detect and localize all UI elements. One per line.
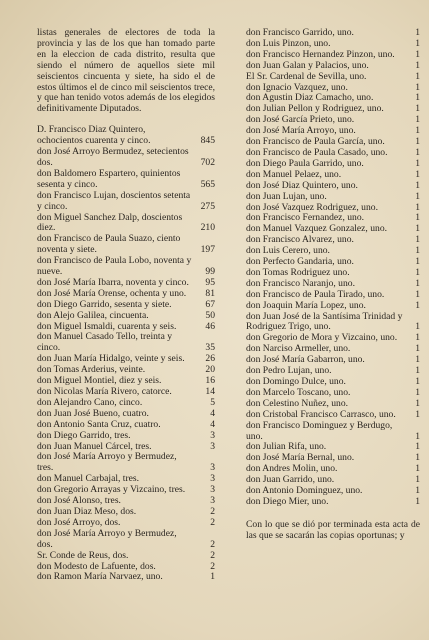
candidate-name: don José Arroyo Bermudez, setecientos dos.: [37, 146, 189, 168]
vote-count: 3: [210, 462, 215, 474]
candidate-name: don Juan Garrido, uno.: [246, 474, 335, 486]
candidate-name: don Domingo Dulce, uno.: [246, 376, 346, 387]
vote-count: 197: [200, 244, 215, 256]
vote-count: 1: [415, 495, 420, 507]
candidate-name: don Francisco Alvarez, uno.: [246, 234, 354, 246]
vote-count: 50: [205, 309, 215, 321]
vote-entry: [246, 301, 420, 312]
candidate-name: don Perfecto Gandaria, uno.: [246, 256, 354, 268]
candidate-name: don José Diaz Quintero, uno.: [246, 179, 358, 191]
vote-count: 1: [415, 452, 420, 464]
candidate-name: don José María Arroyo y Bermudez, dos.: [37, 527, 177, 550]
candidate-name: don Manuel Carbajal, tres.: [37, 473, 140, 485]
candidate-name: don Andres Molin, uno.: [246, 463, 338, 475]
vote-count: 26: [205, 353, 215, 365]
candidate-name: don Gregorio Arrayas y Vizcaino, tres.: [37, 484, 186, 496]
vote-count: 1: [415, 146, 420, 158]
vote-count: 1: [415, 245, 420, 257]
closing-paragraph: Con lo que se dió por terminada esta acta de las que se sacarán las copias oportunas; y: [246, 518, 420, 541]
vote-entry: [37, 191, 215, 213]
candidate-name: don José García Prieto, uno.: [246, 114, 355, 126]
vote-entry: [37, 256, 215, 278]
candidate-name: don Ramon María Narvaez, uno.: [37, 571, 163, 583]
candidate-name: don Juan Lujan, uno.: [246, 190, 327, 202]
candidate-name: don José María Ibarra, noventa y cinco.: [37, 276, 189, 288]
candidate-name: don José María Orense, ochenta y uno.: [37, 287, 187, 299]
vote-count: 5: [210, 396, 215, 408]
vote-count: 20: [205, 364, 215, 376]
vote-entry: [246, 410, 420, 421]
candidate-name: don Diego Garrido, sesenta y siete.: [37, 298, 172, 310]
candidate-name: El Sr. Cardenal de Sevilla, uno.: [246, 70, 367, 82]
vote-count: 1: [415, 376, 420, 387]
vote-count: 1: [415, 27, 420, 38]
candidate-name: don Luis Cerero, uno.: [246, 245, 330, 257]
vote-count: 1: [415, 157, 420, 169]
vote-count: 2: [210, 538, 215, 550]
vote-entry: [246, 72, 420, 83]
candidate-name: don Juan José de la Santísima Trinidad y Rodriguez Trigo, uno.: [246, 310, 403, 333]
vote-count: 1: [415, 365, 420, 377]
candidate-name: don Alejandro Cano, cinco.: [37, 396, 143, 408]
vote-entry: [37, 431, 215, 442]
candidate-name: don José María Arroyo, uno.: [246, 125, 356, 137]
vote-count: 1: [415, 70, 420, 82]
candidate-name: don José Arroyo, dos.: [37, 516, 121, 528]
candidate-name: don José Vazquez Rodriguez, uno.: [246, 201, 378, 213]
vote-entry: [246, 192, 420, 203]
candidate-name: don Antonio Santa Cruz, cuatro.: [37, 418, 161, 430]
candidate-name: don Juan María Hidalgo, veinte y seis.: [37, 353, 185, 365]
candidate-name: don Modesto de Lafuente, dos.: [37, 560, 156, 572]
candidate-name: don Diego Garrido, tres.: [37, 429, 131, 441]
candidate-name: don Francisco de Paula Casado, uno.: [246, 146, 388, 158]
vote-count: 1: [415, 168, 420, 180]
vote-count: 2: [210, 549, 215, 561]
candidate-name: don Ignacio Vazquez, uno.: [246, 81, 348, 93]
candidate-name: don Diego Mier, uno.: [246, 495, 329, 507]
vote-count: 1: [415, 103, 420, 115]
candidate-name: don Julian Rifa, uno.: [246, 441, 327, 453]
vote-entry: [37, 572, 215, 583]
vote-count: 67: [205, 298, 215, 310]
vote-entry: [37, 452, 215, 474]
candidate-name: don José María Bernal, uno.: [246, 452, 355, 464]
vote-count: 1: [415, 354, 420, 366]
vote-count: 210: [200, 222, 215, 234]
vote-count: 81: [205, 287, 215, 299]
candidate-name: Sr. Conde de Reus, dos.: [37, 549, 129, 561]
vote-count: 46: [205, 320, 215, 332]
candidate-name: don Juan José Bueno, cuatro.: [37, 407, 149, 419]
vote-entry: [37, 234, 215, 256]
vote-count: 1: [415, 332, 420, 344]
candidate-name: don Francisco de Paula Lobo, noventa y nueve.: [37, 255, 192, 278]
candidate-name: don José María Gabarron, uno.: [246, 354, 365, 366]
vote-count: 1: [210, 571, 215, 583]
candidate-name: don Juan Diaz Meso, dos.: [37, 505, 137, 517]
vote-count: 1: [415, 179, 420, 191]
candidate-name: don Miguel Montiel, diez y seis.: [37, 375, 162, 387]
vote-count: 1: [415, 277, 420, 289]
vote-entry: [37, 147, 215, 169]
right-column: [246, 28, 420, 542]
candidate-name: don Francisco Lujan, doscientos setenta y cinco.: [37, 189, 191, 212]
vote-count: 1: [415, 288, 420, 300]
candidate-name: don Francisco Dominguez y Berdugo, uno.: [246, 419, 393, 442]
vote-count: 4: [210, 407, 215, 419]
candidate-name: don Tomas Arderius, veinte.: [37, 364, 146, 376]
vote-entry: [37, 213, 215, 235]
candidate-name: don Manuel Casado Tello, treinta y cinco.: [37, 331, 173, 354]
vote-count: 95: [205, 276, 215, 288]
vote-entry: [37, 420, 215, 431]
candidate-name: don Cristobal Francisco Carrasco, uno.: [246, 408, 396, 420]
vote-count: 1: [415, 81, 420, 93]
vote-count: 1: [415, 234, 420, 246]
vote-count: 845: [200, 135, 215, 147]
vote-count: 2: [210, 516, 215, 528]
vote-count: 1: [415, 223, 420, 235]
vote-count: 35: [205, 342, 215, 354]
vote-count: 1: [415, 386, 420, 398]
vote-entry: [246, 61, 420, 72]
candidate-name: don Francisco de Paula García, uno.: [246, 136, 385, 148]
intro-paragraph: listas generales de electores de toda la provincia y las de los que han tomado parte en la eleccion de cada distrito, resulta que siendo el número de aquellos siete mil seiscientos cincuenta y siete, ha sido el de estos últimos el de cinco mil seiscientos trece, y que han tenido votos además de los elegidos definitivamente Diputados.: [37, 27, 215, 115]
vote-count: 3: [210, 473, 215, 485]
vote-count: 2: [210, 560, 215, 572]
candidate-name: don Juan Galan y Palacios, uno.: [246, 59, 369, 71]
right-vote-list: [246, 28, 420, 508]
vote-count: 1: [415, 125, 420, 137]
candidate-name: don Manuel Vazquez Gonzalez, uno.: [246, 223, 388, 235]
candidate-name: don Julian Pellon y Rodriguez, uno.: [246, 103, 384, 115]
vote-entry: [246, 497, 420, 508]
vote-count: 3: [210, 429, 215, 441]
vote-count: 1: [415, 190, 420, 202]
vote-count: 1: [415, 463, 420, 475]
candidate-name: don Celestino Nuñez, uno.: [246, 397, 349, 409]
candidate-name: don Baldomero Espartero, quinientos sesenta y cinco.: [37, 167, 181, 190]
candidate-name: don Gregorio de Mora y Vizcaino, uno.: [246, 332, 398, 344]
vote-count: 4: [210, 418, 215, 430]
vote-entry: [37, 169, 215, 191]
vote-count: 1: [415, 212, 420, 224]
vote-count: 1: [415, 201, 420, 213]
vote-count: 1: [415, 266, 420, 278]
vote-count: 1: [415, 59, 420, 71]
vote-count: 1: [415, 485, 420, 497]
vote-count: 1: [415, 474, 420, 486]
vote-entry: [37, 529, 215, 551]
vote-count: 3: [210, 440, 215, 452]
candidate-name: don Diego Paula Garrido, uno.: [246, 157, 364, 169]
vote-entry: [37, 125, 215, 147]
vote-count: 1: [415, 397, 420, 409]
candidate-name: don Tomas Rodriguez uno.: [246, 266, 350, 278]
vote-count: 1: [415, 256, 420, 268]
candidate-name: don Agustin Diaz Camacho, uno.: [246, 92, 374, 104]
vote-count: 99: [205, 266, 215, 278]
candidate-name: don Francisco de Paula Suazo, ciento noventa y siete.: [37, 233, 181, 256]
vote-count: 1: [415, 408, 420, 420]
candidate-name: don Manuel Pelaez, uno.: [246, 168, 342, 180]
candidate-name: don Joaquin María Lopez, uno.: [246, 299, 366, 311]
vote-count: 565: [200, 178, 215, 190]
vote-count: 1: [415, 48, 420, 60]
vote-count: 1: [415, 92, 420, 104]
candidate-name: don Marcelo Toscano, uno.: [246, 386, 351, 398]
vote-count: 1: [415, 37, 420, 49]
candidate-name: don Luis Pinzon, uno.: [246, 37, 331, 49]
vote-count: 3: [210, 495, 215, 507]
vote-entry: [246, 312, 420, 334]
candidate-name: don Francisco Fernandez, uno.: [246, 212, 365, 224]
vote-entry: [37, 311, 215, 322]
vote-count: 3: [210, 484, 215, 496]
vote-entry: [246, 421, 420, 443]
candidate-name: don Nicolas María Rivero, catorce.: [37, 386, 172, 397]
candidate-name: don Juan Manuel Cárcel, tres.: [37, 440, 152, 452]
vote-count: 275: [200, 200, 215, 212]
vote-count: 1: [415, 430, 420, 442]
left-column: [37, 28, 215, 583]
candidate-name: don Francisco de Paula Tirado, uno.: [246, 288, 385, 300]
candidate-name: don Francisco Naranjo, uno.: [246, 277, 355, 289]
candidate-name: don Pedro Lujan, uno.: [246, 365, 332, 377]
vote-count: 2: [210, 505, 215, 517]
vote-count: 1: [415, 343, 420, 355]
vote-entry: [37, 332, 215, 354]
candidate-name: don José Alonso, tres.: [37, 495, 121, 507]
candidate-name: don Francisco Garrido, uno.: [246, 27, 354, 38]
candidate-name: don Miguel Sanchez Dalp, doscientos diez.: [37, 211, 183, 234]
left-vote-list: [37, 125, 215, 583]
candidate-name: D. Francisco Diaz Quintero, ochocientos cuarenta y cinco.: [37, 124, 151, 147]
candidate-name: don Antonio Dominguez, uno.: [246, 485, 363, 497]
vote-entry: [246, 181, 420, 192]
vote-count: 702: [200, 156, 215, 168]
candidate-name: don José María Arroyo y Bermudez, tres.: [37, 451, 177, 474]
vote-count: 1: [415, 441, 420, 453]
candidate-name: don Alejo Galilea, cincuenta.: [37, 309, 149, 321]
candidate-name: don Francisco Hernandez Pinzon, uno.: [246, 48, 395, 60]
vote-count: 1: [415, 114, 420, 126]
vote-count: 1: [415, 136, 420, 148]
candidate-name: don Miguel Ismaldi, cuarenta y seis.: [37, 320, 177, 332]
vote-count: 16: [205, 375, 215, 387]
vote-count: 1: [415, 321, 420, 333]
candidate-name: don Narciso Armeller, uno.: [246, 343, 351, 355]
vote-count: 14: [205, 386, 215, 397]
vote-entry: [37, 551, 215, 562]
vote-count: 1: [415, 299, 420, 311]
